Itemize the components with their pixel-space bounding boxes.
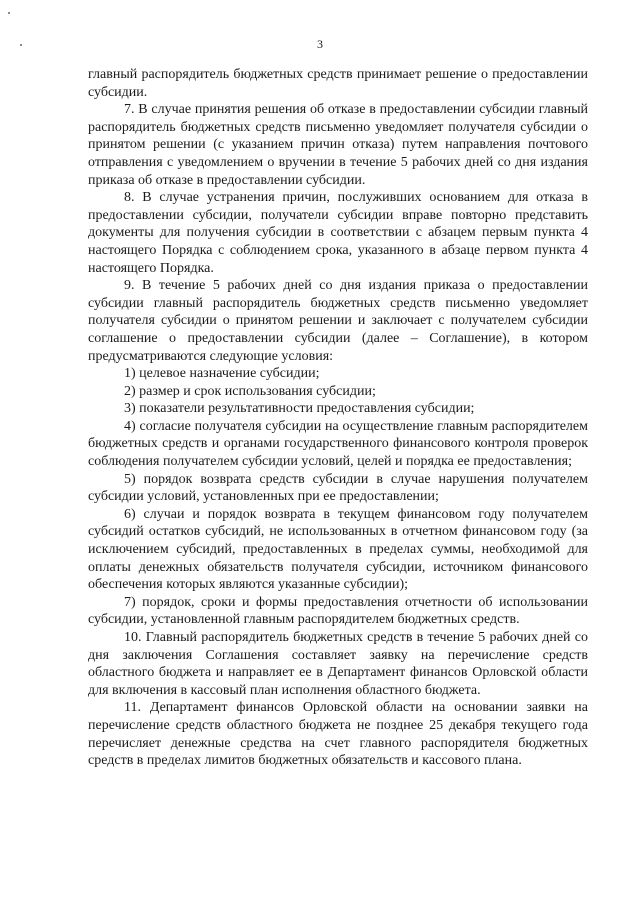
document-body (88, 66, 588, 770)
condition-item-3: 3) показатели результативности предоставления субсидии; (124, 401, 475, 417)
condition-item-2: 2) размер и срок использования субсидии; (124, 383, 376, 399)
condition-item-5: 5) порядок возврата средств субсидии в случае нарушения получателем субсидии условий, установленных при ее предоставлении; (88, 471, 588, 505)
scan-speck (8, 12, 10, 14)
condition-item-7: 7) порядок, сроки и формы предоставления отчетности об использовании субсидии, установленной главным распорядителем бюджетных средств. (88, 594, 588, 628)
page-number: 3 (317, 37, 323, 51)
condition-item-6: 6) случаи и порядок возврата в текущем финансовом году получателем субсидий остатков субсидий, не использованных в отчетном финансовом году (за исключением субсидий, предоставленных в пределах суммы, необходимой для оплаты денежных обязательств получателя субсидии, источником финансового обеспечения которых являются указанные субсидии); (88, 506, 588, 593)
paragraph-continuation: главный распорядитель бюджетных средств принимает решение о предоставлении субсидии. (88, 67, 588, 100)
condition-item-1: 1) целевое назначение субсидии; (124, 366, 320, 382)
paragraph-item-7: 7. В случае принятия решения об отказе в предоставлении субсидии главный распорядитель бюджетных средств письменно уведомляет получателя субсидии о принятом решении (с указанием причин отказа) путем направления почтового отправления с уведомлением о вручении в течение 5 рабочих дней со дня издания приказа об отказе в предоставлении субсидии. (88, 102, 588, 188)
paragraph-item-10: 10. Главный распорядитель бюджетных средств в течение 5 рабочих дней со дня заключения Соглашения составляет заявку на перечисление средств областного бюджета и направляет ее в Департамент финансов Орловской области для включения в кассовый план исполнения областного бюджета. (88, 630, 588, 698)
paragraph-item-11: 11. Департамент финансов Орловской области на основании заявки на перечисление средств областного бюджета не позднее 25 декабря текущего года перечисляет денежные средства на счет главного распорядителя бюджетных средств в пределах лимитов бюджетных обязательств и кассового плана. (88, 700, 588, 769)
condition-item-4: 4) согласие получателя субсидии на осуществление главным распорядителем бюджетных средств и органами государственного финансового контроля проверок соблюдения получателем субсидии условий, целей и порядка ее предоставления; (88, 418, 588, 470)
paragraph-item-9: 9. В течение 5 рабочих дней со дня издания приказа о предоставлении субсидии главный распорядитель бюджетных средств письменно уведомляет получателя субсидии о принятом решении и заключает с получателем субсидии соглашение о предоставлении субсидии (далее – Соглашение), в котором предусматриваются следующие условия: (88, 278, 588, 364)
paragraph-item-8: 8. В случае устранения причин, послуживших основанием для отказа в предоставлении субсидии, получатели субсидии вправе повторно представить документы для получения субсидии в соответствии с абзацем первым пункта 4 настоящего Порядка с соблюдением срока, указанного в абзаце первом пункта 4 настоящего Порядка. (88, 190, 588, 276)
